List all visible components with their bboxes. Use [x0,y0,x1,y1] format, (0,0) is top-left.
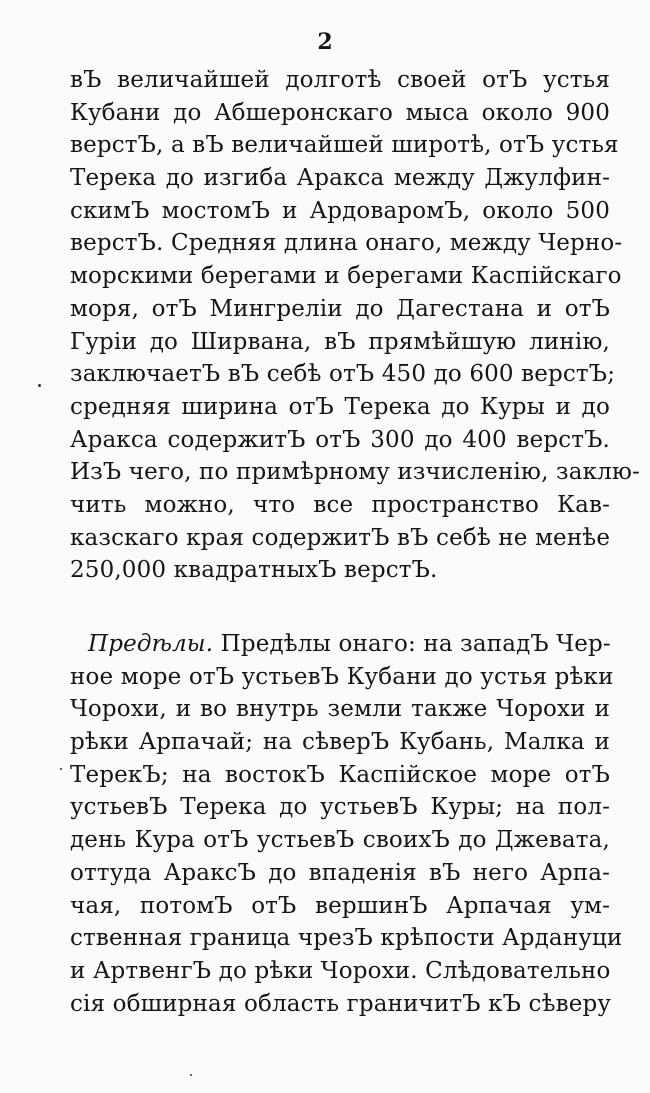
text-line: Кубани до Абшеронскаго мыса около 900 [70,99,610,126]
text-line: средняя ширина отЪ Терека до Куры и до [70,393,610,420]
paragraph-dimensions [70,64,640,587]
text-line: заключаетЪ вЪ себѣ отЪ 450 до 600 верстЪ; [70,361,616,388]
paper-speck [60,768,62,770]
paper-speck [190,1074,192,1076]
text-line: моря, отЪ Мингреліи до Дагестана и отЪ [70,295,610,322]
text-line: рѣки Арпачай; на сѣверЪ Кубань, Малка и [70,729,610,756]
text-line: ИзЪ чего, по примѣрному изчисленію, заклю- [70,459,640,486]
text-line: ное море отЪ устьевЪ Кубани до устья рѣки [70,663,614,690]
text-line: Аракса содержитЪ отЪ 300 до 400 верстЪ. [70,426,610,453]
text-line: ТерекЪ; на востокЪ Каспійское море отЪ [70,761,610,788]
text-line: верстЪ. Средняя длина онаго, между Черно- [70,230,623,257]
text-line-rest: Предѣлы онаго: на западЪ Чер- [213,631,611,657]
text-line: морскими берегами и берегами Каспійскаго [70,263,622,290]
paper-speck [38,384,41,387]
text-line-first [70,628,610,661]
text-line: Терека до изгиба Аракса между Джулфин- [70,165,610,192]
text-line: верстЪ, а вЪ величайшей широтѣ, отЪ устья [70,132,619,159]
text-line: сія обширная область граничитЪ кЪ сѣверу [70,990,612,1017]
text-line: Гуріи до Ширвана, вЪ прямѣйшую линію, [70,328,610,355]
text-line: ственная граница чрезЪ крѣпости Ардануци [70,925,623,952]
text-line-last: 250,000 квадратныхЪ верстЪ. [70,557,438,584]
text-line: день Кура отЪ устьевЪ своихЪ до Джевата, [70,827,610,854]
text-line: Чорохи, и во внутрь земли также Чорохи и [70,696,610,723]
text-line: устьевЪ Терека до устьевЪ Куры; на пол- [70,794,610,821]
text-line: и АртвенгЪ до рѣки Чорохи. Слѣдовательно [70,957,611,984]
text-line: казскаго края содержитЪ вЪ себѣ не менѣе [70,524,611,551]
text-line: вЪ величайшей долготѣ своей отЪ устья [70,67,610,93]
page-number: 2 [317,29,333,55]
text-line: скимЪ мостомЪ и АрдоваромЪ, около 500 [70,197,610,224]
text-line: чая, потомЪ отЪ вершинЪ Арпачая ум- [70,892,610,919]
text-line: оттуда АраксЪ до впаденія вЪ него Арпа- [70,859,610,886]
paragraph-borders [70,628,623,1020]
section-lead-in: Предѣлы. [88,631,214,657]
text-line: чить можно, что все пространство Кав- [70,491,610,518]
